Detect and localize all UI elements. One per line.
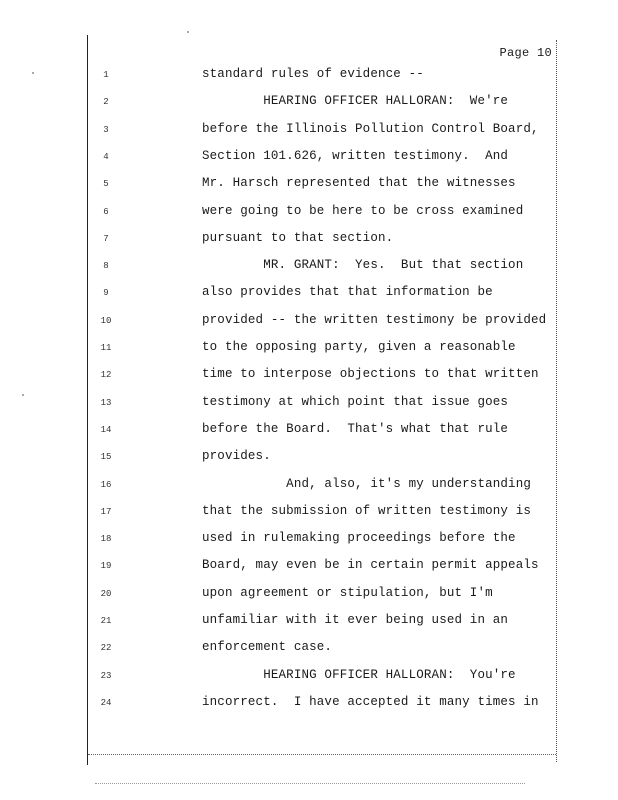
transcript-line <box>0 203 618 230</box>
line-number: 4 <box>103 151 109 162</box>
line-number: 18 <box>100 534 112 545</box>
bottom-rule <box>88 754 556 755</box>
transcript-line <box>0 448 618 475</box>
line-text: HEARING OFFICER HALLORAN: You're <box>202 667 516 682</box>
transcript-line <box>0 557 618 584</box>
line-number: 23 <box>100 670 112 681</box>
line-number: 8 <box>103 261 109 272</box>
transcript-line <box>0 339 618 366</box>
line-text: that the submission of written testimony is <box>202 503 532 518</box>
line-text: upon agreement or stipulation, but I'm <box>202 585 493 600</box>
transcript-line <box>0 175 618 202</box>
line-text: MR. GRANT: Yes. But that section <box>202 258 524 273</box>
line-number: 14 <box>100 424 112 435</box>
line-number: 1 <box>103 70 109 80</box>
line-number: 7 <box>103 233 109 244</box>
line-text: before the Illinois Pollution Control Board, <box>202 121 539 136</box>
line-text: before the Board. That's what that rule <box>202 421 509 436</box>
line-text: HEARING OFFICER HALLORAN: We're <box>202 94 509 109</box>
line-number: 2 <box>103 97 109 108</box>
line-text: standard rules of evidence -- <box>202 67 424 81</box>
transcript-line <box>0 257 618 284</box>
transcript-line <box>0 394 618 421</box>
transcript-line <box>0 121 618 148</box>
line-number: 20 <box>100 588 112 599</box>
line-number: 6 <box>103 206 109 217</box>
transcript-line <box>0 667 618 694</box>
line-text: were going to be here to be cross examined <box>202 203 524 218</box>
transcript-line <box>0 93 618 120</box>
line-text: Section 101.626, written testimony. And <box>202 148 509 163</box>
line-number: 16 <box>100 479 112 490</box>
line-number: 22 <box>100 643 112 654</box>
line-number: 12 <box>100 370 112 381</box>
line-text: also provides that that information be <box>202 285 493 300</box>
line-text: testimony at which point that issue goes <box>202 394 509 409</box>
transcript-line <box>0 66 618 93</box>
transcript-line <box>0 585 618 612</box>
transcript-line <box>0 639 618 666</box>
line-text: provided -- the written testimony be provided <box>202 312 547 327</box>
line-text: unfamiliar with it ever being used in an <box>202 613 509 627</box>
page-number: Page 10 <box>499 46 552 60</box>
line-number: 10 <box>100 315 112 326</box>
line-number: 17 <box>100 506 112 517</box>
line-number: 15 <box>100 452 112 463</box>
line-text: to the opposing party, given a reasonable <box>202 340 516 354</box>
transcript-line <box>0 421 618 448</box>
line-text: used in rulemaking proceedings before the <box>202 531 516 546</box>
transcript-line <box>0 312 618 339</box>
line-text: enforcement case. <box>202 640 333 655</box>
line-number: 5 <box>103 179 109 190</box>
line-number: 21 <box>100 616 112 626</box>
line-text: provides. <box>202 449 271 464</box>
transcript-line <box>0 612 618 639</box>
line-text: And, also, it's my understanding <box>202 476 532 491</box>
transcript-line <box>0 148 618 175</box>
scan-speck <box>187 31 189 33</box>
line-text: Mr. Harsch represented that the witnesses <box>202 176 516 191</box>
transcript-line <box>0 530 618 557</box>
footer-rule <box>95 783 525 784</box>
transcript-line <box>0 694 618 721</box>
line-number: 11 <box>100 343 112 353</box>
line-number: 24 <box>100 697 112 708</box>
line-number: 19 <box>100 561 112 572</box>
transcript-line <box>0 284 618 311</box>
transcript-line <box>0 503 618 530</box>
line-number: 13 <box>100 397 112 408</box>
line-number: 9 <box>103 288 109 299</box>
line-text: Board, may even be in certain permit appeals <box>202 558 539 573</box>
transcript-line <box>0 476 618 503</box>
transcript-line <box>0 230 618 257</box>
line-number: 3 <box>103 124 109 135</box>
line-text: incorrect. I have accepted it many times in <box>202 694 539 709</box>
line-text: pursuant to that section. <box>202 230 394 245</box>
transcript-line <box>0 366 618 393</box>
line-text: time to interpose objections to that written <box>202 367 539 382</box>
